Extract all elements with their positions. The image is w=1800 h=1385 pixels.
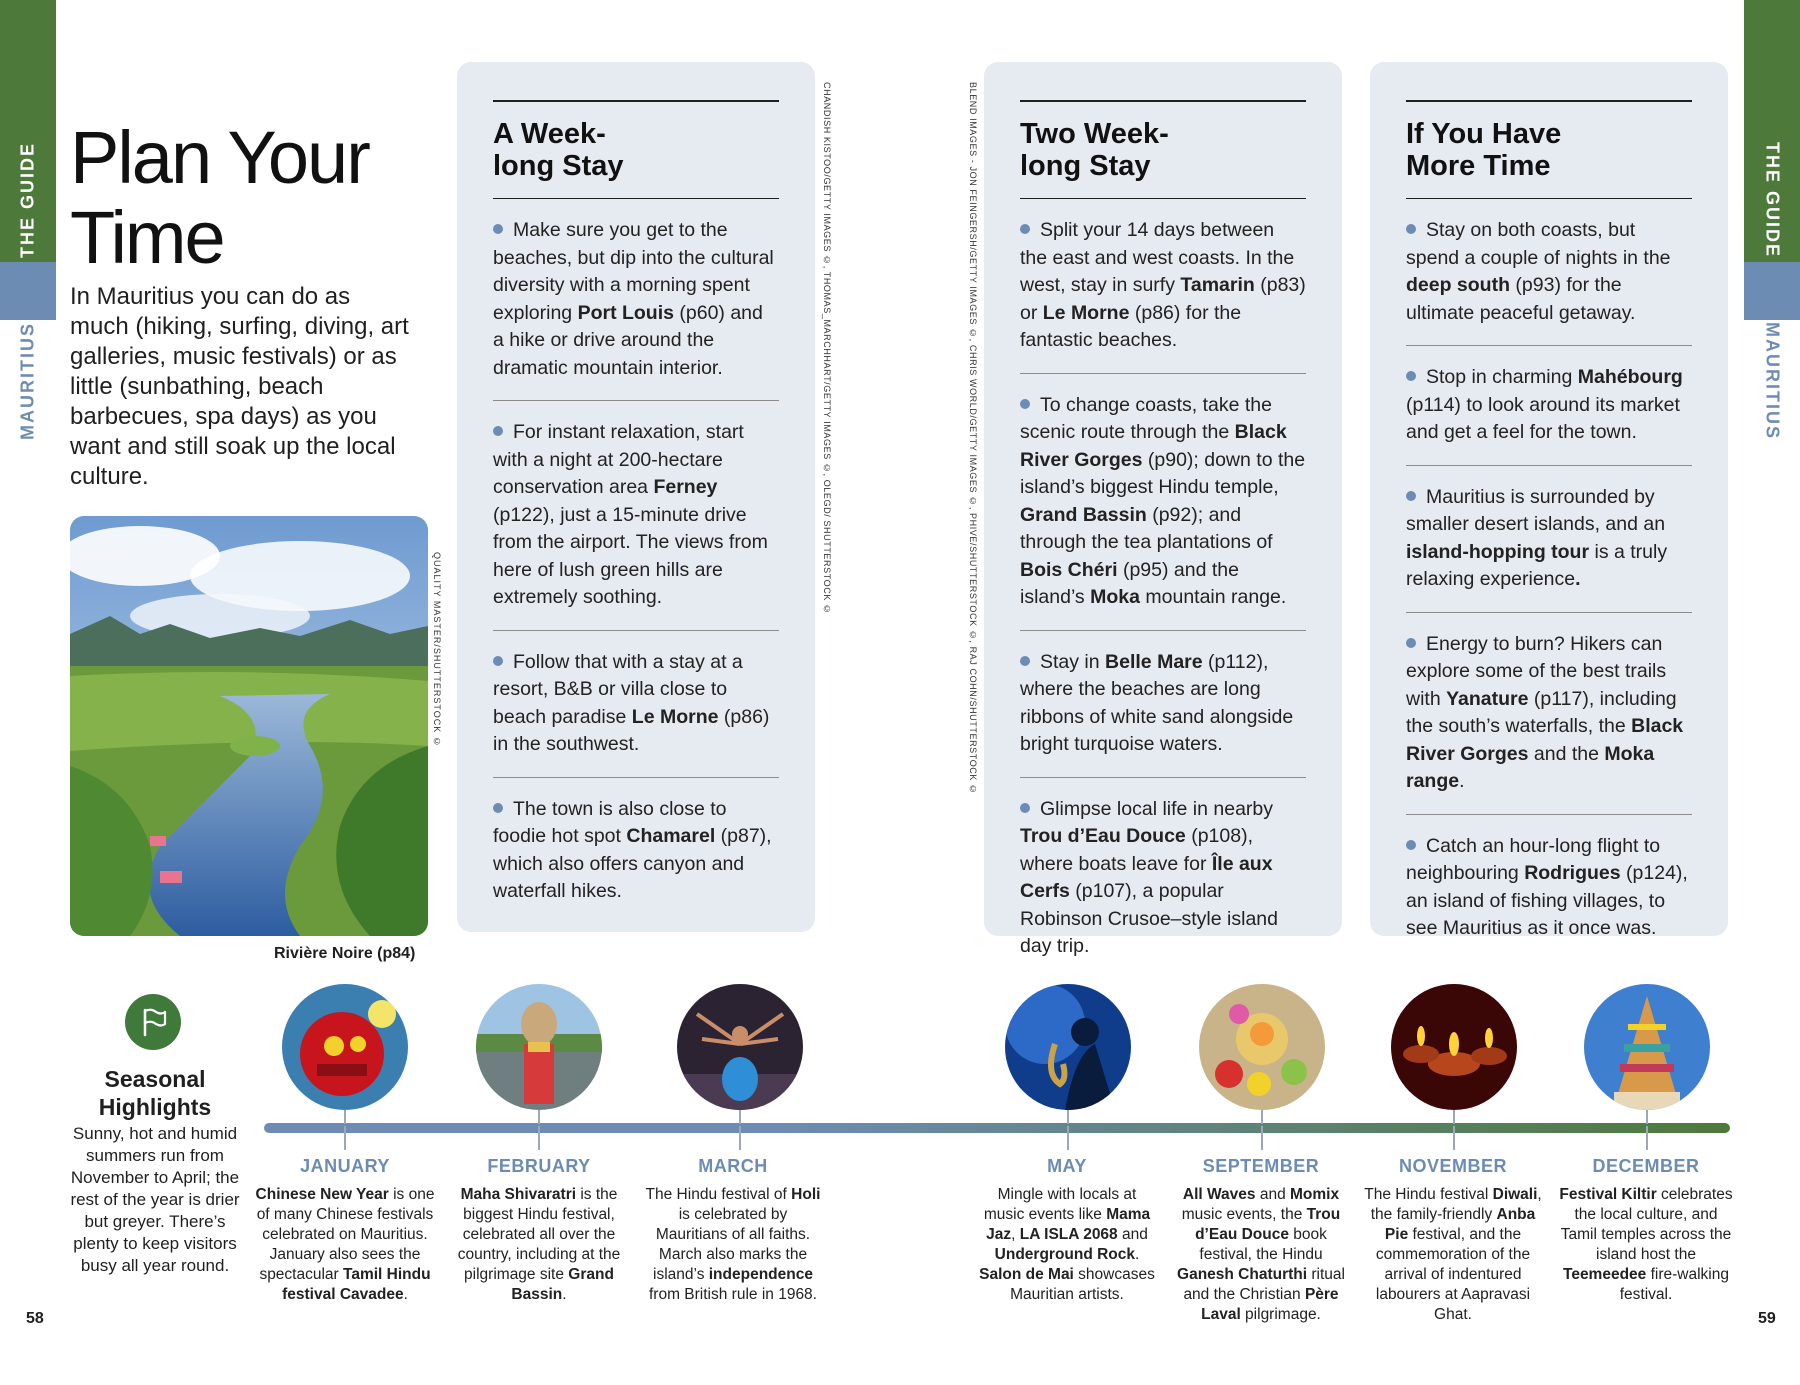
month-description: Festival Kiltir celebrates the local culture, and Tamil temples across the island host the Teemeedee fire-walking festival. <box>1559 1186 1733 1303</box>
bullet-icon <box>1406 840 1416 850</box>
country-label-right: MAURITIUS <box>1762 322 1783 440</box>
country-tab-right <box>1744 262 1800 320</box>
month-may: MAY <box>1047 1156 1087 1176</box>
card-item: Stay on both coasts, but spend a couple of nights in the deep south (p93) for the ultimate peaceful getaway. <box>1406 199 1692 346</box>
card-item: The town is also close to foodie hot spot Chamarel (p87), which also offers canyon and waterfall hikes. <box>493 797 772 902</box>
card-title-line2: long Stay <box>1020 150 1151 182</box>
card-item: Glimpse local life in nearby Trou d’Eau Douce (p108), where boats leave for Île aux Cerfs (p107), a popular Robinson Crusoe–style island day trip. <box>1020 797 1278 957</box>
bullet-icon <box>1406 638 1416 648</box>
card-item: Stop in charming Mahébourg (p114) to look around its market and get a feel for the town. <box>1406 346 1692 466</box>
dancers-photo <box>677 984 803 1110</box>
timeline-bar <box>264 1123 1730 1133</box>
month-january: JANUARY <box>300 1156 390 1176</box>
stem <box>739 1110 741 1124</box>
country-tab <box>0 262 56 320</box>
card-item: Follow that with a stay at a resort, B&B or villa close to beach paradise Le Morne (p86) in the southwest. <box>493 631 779 778</box>
card-item: Stay in Belle Mare (p112), where the beaches are long ribbons of white sand alongside bright turquoise waters. <box>1020 631 1306 778</box>
diwali-lamps-photo <box>1391 984 1517 1110</box>
month-september: SEPTEMBER <box>1202 1156 1320 1176</box>
photo-credit: QUALITY MASTER/SHUTTERSTOCK © <box>432 552 442 748</box>
bullet-icon <box>493 224 503 234</box>
timeline-tick <box>1067 1126 1069 1150</box>
guide-tab-label-right: THE GUIDE <box>1762 141 1783 259</box>
card-title-line1: If You Have <box>1406 118 1562 150</box>
month-november: NOVEMBER <box>1398 1156 1507 1176</box>
stem <box>1453 1110 1455 1124</box>
timeline-tick <box>1646 1126 1648 1150</box>
card-title-line2: long Stay <box>493 150 624 182</box>
card-item: Split your 14 days between the east and west coasts. In the west, stay in surfy Tamarin (p83) or Le Morne (p86) for the fantastic beaches. <box>1020 199 1306 374</box>
card-title <box>1406 100 1692 199</box>
two-week-long-stay-card <box>984 62 1342 957</box>
page-title: Plan Your Time <box>70 116 369 279</box>
card-item: To change coasts, take the scenic route through the Black River Gorges (p90); down to the island’s biggest Hindu temple, Grand Bassin (p92); and through the tea plantations of Bois Chéri (p95) and the island’s Moka mountain range. <box>1020 374 1306 631</box>
stem <box>1646 1110 1648 1124</box>
week-long-stay-card <box>457 62 815 932</box>
timeline-tick <box>1261 1126 1263 1150</box>
shiva-statue-photo <box>476 984 602 1110</box>
seasonal-title-line1: Seasonal <box>104 1066 206 1092</box>
bullet-icon <box>1406 491 1416 501</box>
card-title-line1: A Week- <box>493 118 606 150</box>
bullet-icon <box>1406 224 1416 234</box>
card-item: Make sure you get to the beaches, but dip into the cultural diversity with a morning spent exploring Port Louis (p60) and a hike or drive around the dramatic mountain interior. <box>493 199 779 401</box>
flag-icon <box>125 994 181 1050</box>
bullet-icon <box>1020 803 1030 813</box>
card-title <box>493 100 779 199</box>
page-number-left: 58 <box>26 1310 44 1327</box>
timeline-tick <box>538 1126 540 1150</box>
seasonal-title <box>80 1065 230 1121</box>
card-title-line2: More Time <box>1406 150 1551 182</box>
bullet-icon <box>1020 656 1030 666</box>
card-title <box>1020 100 1306 199</box>
month-description: All Waves and Momix music events, the Trou d’Eau Douce book festival, the Hindu Ganesh Chaturthi ritual and the Christian Père Laval pilgrimage. <box>1177 1186 1345 1323</box>
country-label: MAURITIUS <box>17 322 38 440</box>
stem <box>344 1110 346 1124</box>
temple-photo <box>1584 984 1710 1110</box>
month-february: FEBRUARY <box>487 1156 591 1176</box>
bullet-icon <box>1020 224 1030 234</box>
saxophone-photo <box>1005 984 1131 1110</box>
photo-credits-right: BLEND IMAGES - JON FEINGERSH/GETTY IMAGES ©, CHRIS WORLD/GETTY IMAGES ©, PHIVE/SHUTTERSTOCK ©, RAJ COHN/SHUTTERSTOCK © <box>968 82 978 795</box>
ganesh-offering-photo <box>1199 984 1325 1110</box>
guide-tab-label: THE GUIDE <box>17 141 38 259</box>
stem <box>1261 1110 1263 1124</box>
month-description: Mingle with locals at music events like Mama Jaz, LA ISLA 2068 and Underground Rock. Salon de Mai showcases Mauritian artists. <box>979 1186 1155 1303</box>
month-description: The Hindu festival of Holi is celebrated by Mauritians of all faiths. March also marks the island’s independence from British rule in 1968. <box>645 1186 821 1303</box>
stem <box>1067 1110 1069 1124</box>
bullet-icon <box>1406 371 1416 381</box>
guide-tab <box>0 0 56 262</box>
seasonal-text: Sunny, hot and humid summers run from November to April; the rest of the year is drier but greyer. There’s plenty to keep visitors busy all year round. <box>70 1124 240 1275</box>
more-time-card <box>1370 62 1728 939</box>
month-december: DECEMBER <box>1592 1156 1700 1176</box>
bullet-icon <box>493 426 503 436</box>
page-number-right: 59 <box>1758 1310 1776 1327</box>
left-side-tab <box>0 0 56 440</box>
right-side-tab <box>1744 0 1800 440</box>
timeline-tick <box>739 1126 741 1150</box>
intro-text: In Mauritius you can do as much (hiking, surfing, diving, art galleries, music festivals) or as little (sunbathing, beach barbecues, spa days) as you want and still soak up the local culture. <box>70 283 409 490</box>
stem <box>538 1110 540 1124</box>
bullet-icon <box>493 803 503 813</box>
month-description: Maha Shivaratri is the biggest Hindu festival, celebrated all over the country, including at the pilgrimage site Grand Bassin. <box>457 1186 621 1303</box>
month-description: The Hindu festival Diwali, the family-friendly Anba Pie festival, and the commemoration of the arrival of indentured labourers at Aapravasi Ghat. <box>1364 1186 1542 1323</box>
lion-dance-photo <box>282 984 408 1110</box>
photo-credits-left: CHANDISH KISTOO/GETTY IMAGES ©, THOMAS_MARCHHART/GETTY IMAGES ©, OLEGD/ SHUTTERSTOCK © <box>822 82 832 615</box>
seasonal-title-line2: Highlights <box>98 1094 212 1120</box>
bullet-icon <box>493 656 503 666</box>
timeline-tick <box>1453 1126 1455 1150</box>
month-march: MARCH <box>698 1156 768 1176</box>
bullet-icon <box>1020 399 1030 409</box>
photo-caption: Rivière Noire (p84) <box>274 945 416 962</box>
card-item: Catch an hour-long flight to neighbouring Rodrigues (p124), an island of fishing villages, to see Mauritius as it once was. <box>1406 834 1688 939</box>
card-item: Mauritius is surrounded by smaller desert islands, and an island-hopping tour is a truly relaxing experience. <box>1406 466 1692 613</box>
timeline-tick <box>344 1126 346 1150</box>
card-title-line1: Two Week- <box>1020 118 1169 150</box>
riviere-noire-photo <box>70 516 428 936</box>
card-item: For instant relaxation, start with a night at 200-hectare conservation area Ferney (p122), just a 15-minute drive from the airport. The views from here of lush green hills are extremely soothing. <box>493 401 779 631</box>
month-description: Chinese New Year is one of many Chinese festivals celebrated on Mauritius. January also sees the spectacular Tamil Hindu festival Cavadee. <box>255 1186 435 1303</box>
card-item: Energy to burn? Hikers can explore some of the best trails with Yanature (p117), including the south’s waterfalls, the Black River Gorges and the Moka range. <box>1406 613 1692 815</box>
guide-tab-right <box>1744 0 1800 262</box>
